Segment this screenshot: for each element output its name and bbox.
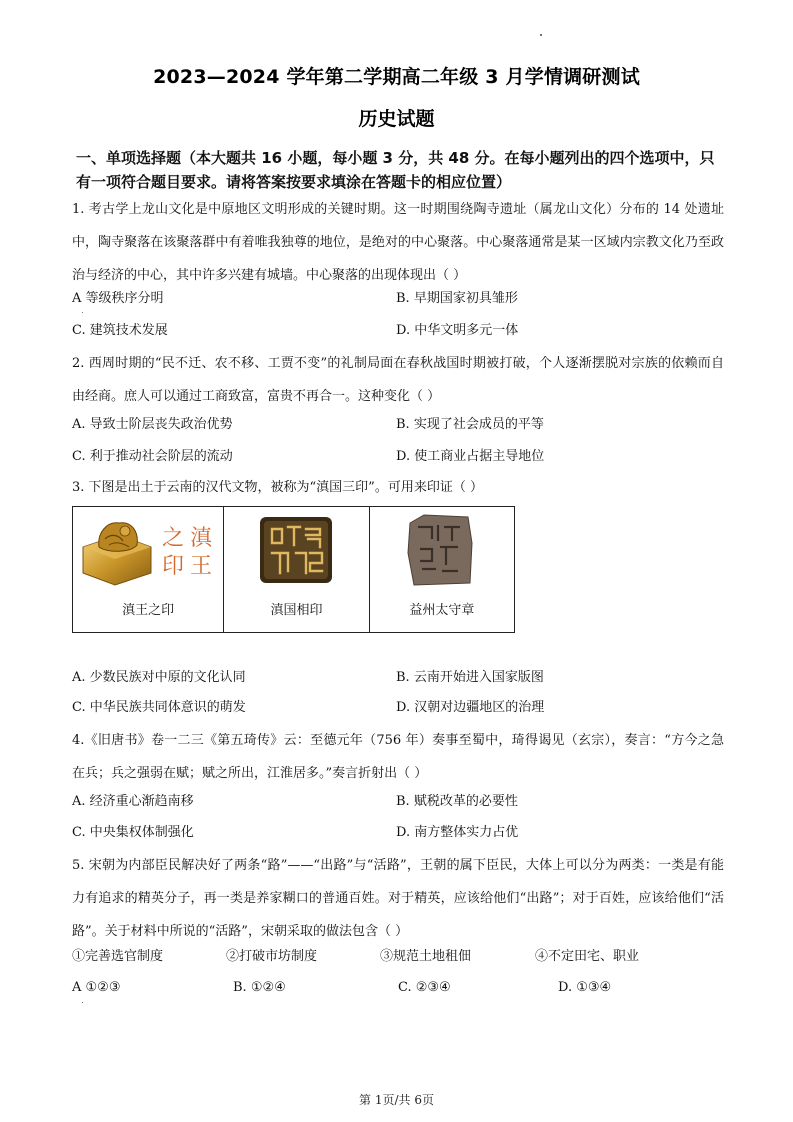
seal-image-table [72,506,515,633]
seal-impression-image [157,519,217,585]
question-5-stem: 5. 宋朝为内部臣民解决好了两条“路”——“出路”与“活路”，王朝的属下臣民，大体上可以分为两类：一类是有能力有追求的精英分子，再一类是养家糊口的普通百姓。对于精英，应该给他们“出路”；对于百姓，应该给他们“活路”。关于材料中所说的“活路”，宋朝采取的做法包含（ ） [72,858,724,939]
q5-item-1: ①完善选官制度 [72,949,164,964]
page-footer: 第 1页/共 6页 [359,1093,434,1107]
q4-option-a: A. 经济重心渐趋南移 [72,794,194,809]
exam-subject: 历史试题 [358,108,435,130]
seal-glyph-dian: 滇 [189,526,213,551]
q2-option-c: C. 利于推动社会阶层的流动 [72,449,233,464]
seal-glyph-zhi: 之 [161,526,185,551]
seal-caption: 益州太守章 [409,603,475,618]
q5-option-d: D. ①③④ [558,980,612,995]
section-heading: 一、单项选择题（本大题共 16 小题，每小题 3 分，共 48 分。在每小题列出的四个选项中，只有一项符合题目要求。请将答案按要求填涂在答题卡的相应位置） [76,149,715,191]
scan-dot [540,34,542,36]
q5-item-3: ③规范土地租佃 [380,949,472,964]
seal-glyph-wang: 王 [189,554,213,579]
scan-dot [82,312,83,313]
question-2-stem: 2. 西周时期的“民不迁、农不移、工贾不变”的礼制局面在春秋战国时期被打破，个人逐渐摆脱对宗族的依赖而自由经商。庶人可以通过工商致富，富贵不再合一。这种变化（ ） [72,356,724,404]
q1-option-c: C. 建筑技术发展 [72,323,168,338]
seal-cell-dianguo [224,507,369,632]
q2-option-b: B. 实现了社会成员的平等 [396,417,544,432]
gold-seal-image [79,513,155,591]
scan-dot [82,1002,83,1003]
bronze-seal-image [258,515,334,589]
q4-option-b: B. 赋税改革的必要性 [396,794,518,809]
q5-item-2: ②打破市坊制度 [226,949,318,964]
q4-option-d: D. 南方整体实力占优 [396,825,519,840]
q3-option-d: D. 汉朝对边疆地区的治理 [396,700,545,715]
q5-option-c: C. ②③④ [398,980,451,995]
seal-caption: 滇国相印 [270,603,323,618]
q1-option-d: D. 中华文明多元一体 [396,323,519,338]
seal-glyph-yin: 印 [161,554,185,579]
q5-item-4: ④不定田宅、职业 [535,949,640,964]
q3-option-a: A. 少数民族对中原的文化认同 [72,670,246,685]
q1-option-a: A 等级秩序分明 [72,291,164,306]
q3-option-c: C. 中华民族共同体意识的萌发 [72,700,246,715]
question-3-stem: 3. 下图是出土于云南的汉代文物，被称为“滇国三印”。可用来印证（ ） [72,480,483,495]
seal-cell-yizhou [370,507,514,632]
q2-option-d: D. 使工商业占据主导地位 [396,449,545,464]
seal-cell-dianwang [73,507,224,632]
q2-option-a: A. 导致士阶层丧失政治优势 [72,417,233,432]
q3-option-b: B. 云南开始进入国家版图 [396,670,544,685]
exam-title: 2023—2024 学年第二学期高二年级 3 月学情调研测试 [153,66,640,88]
question-1-stem: 1. 考古学上龙山文化是中原地区文明形成的关键时期。这一时期围绕陶寺遗址（属龙山文化）分布的 14 处遗址中，陶寺聚落在该聚落群中有着唯我独尊的地位，是绝对的中心聚落。中心聚落通常是某一区域内宗教文化乃至政治与经济的中心，其中许多兴建有城墙。中心聚落的出现体现出（ ） [72,202,724,283]
q4-option-c: C. 中央集权体制强化 [72,825,194,840]
q1-option-b: B. 早期国家初具雏形 [396,291,518,306]
question-4-stem: 4.《旧唐书》卷一二三《第五琦传》云：至德元年（756 年）奏事至蜀中，琦得谒见（玄宗），奏言：“方今之急在兵；兵之强弱在赋；赋之所出，江淮居多。”奏言折射出（ ） [72,733,724,781]
q5-option-b: B. ①②④ [233,980,286,995]
seal-caption: 滇王之印 [122,603,175,618]
clay-seal-image [406,513,476,591]
q5-option-a: A ①②③ [72,980,121,995]
